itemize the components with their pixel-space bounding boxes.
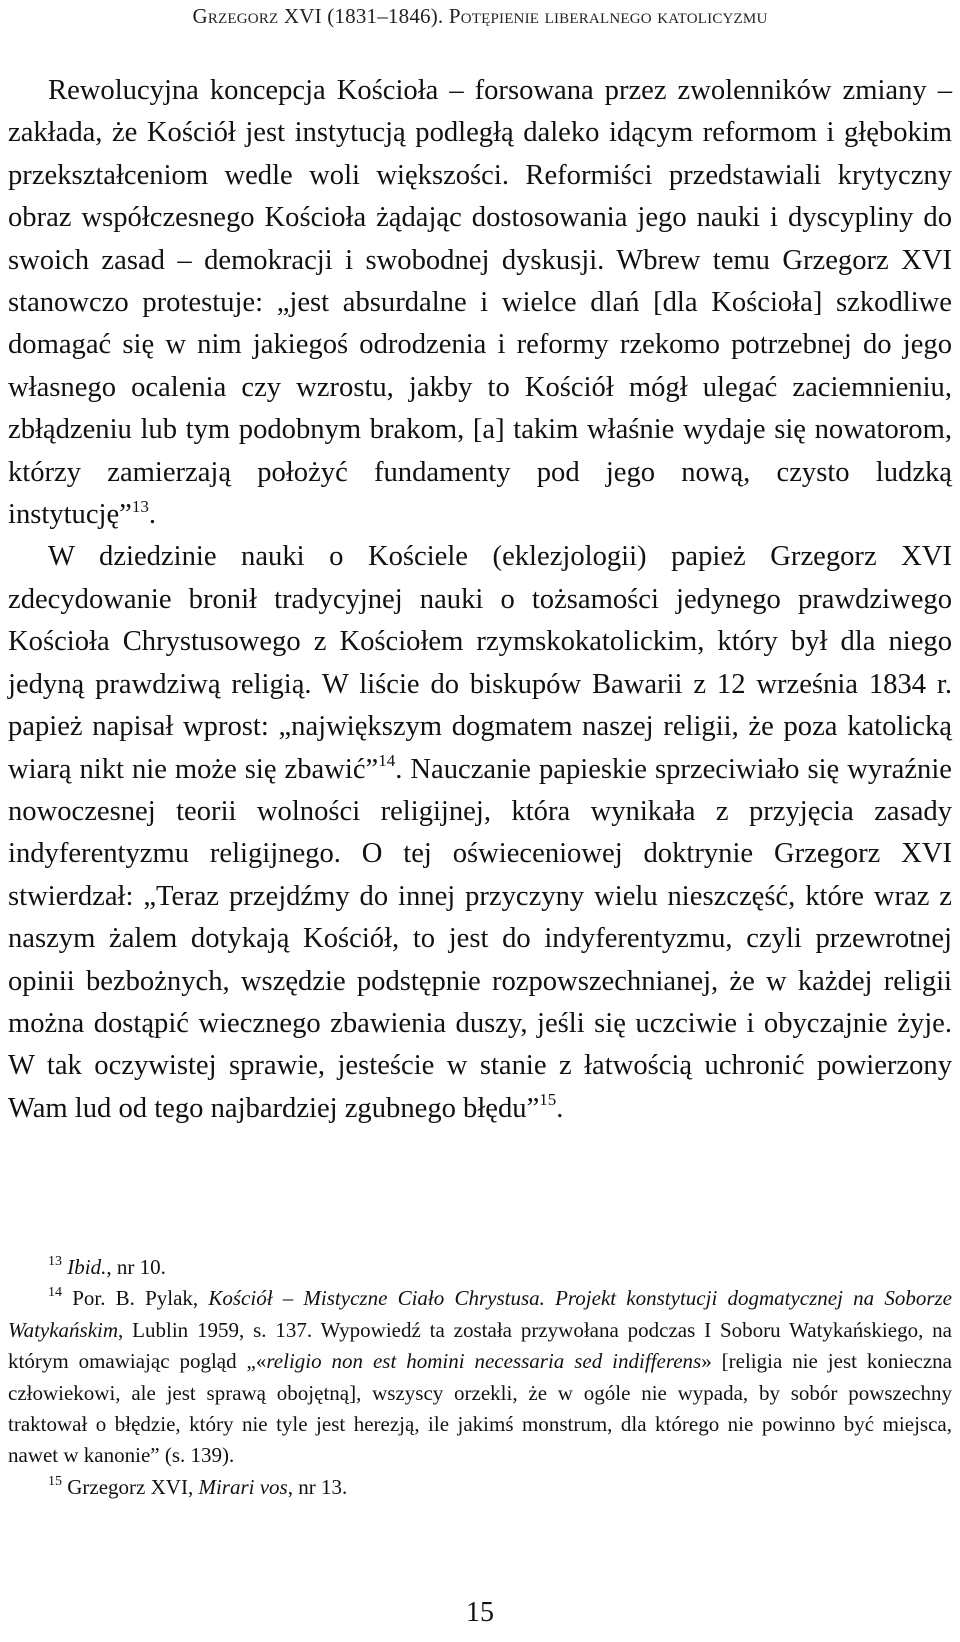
text-run: Rewolucyjna koncepcja Kościoła – forsowana przez zwolenników zmiany – zakłada, że Kościół jest instytucją podległą daleko idącym reformom i głębokim przekształceniom wedle woli większości. Reformiści przedstawiali krytyczny obraz współczesnego Kościoła żądając dostosowania jego nauki i dyscypliny do swoich zasad – demokracji i swobodnej dyskusji. Wbrew temu Grzegorz XVI stanowczo protestuje: „jest absurdalne i wielce dlań [dla Kościoła] szkodliwe domagać się w nim jakiegoś odrodzenia i reformy rzekomo potrzebnej do jego własnego ocalenia czy wzrostu, jakby to Kościół mógł ulegać zaciemnieniu, zbłądzeniu lub tym podobnym brakom, [a] takim właśnie wydaje się nowatorom, którzy zamierzają położyć fundamenty pod jego nową, czysto ludzką instytucję” xyxy=(8,75,952,531)
text-run: . xyxy=(148,499,157,531)
page-number: 15 xyxy=(466,1597,494,1628)
footnote-text: , nr 10. xyxy=(106,1255,166,1279)
footnote-italic: Ibid. xyxy=(67,1255,107,1279)
footnote-italic: Mirari vos xyxy=(198,1474,288,1499)
footnote-text: , Lublin 1959, s. 137. Wypowiedź ta została przywołana podczas I Soboru Watykańskiego, na którym omawiając pogląd „« xyxy=(8,1317,952,1374)
footnote-italic: Kościół – Mistyczne Ciało Chrystusa. Projekt konstytucji dogmatycznej na Soborze Watykańskim xyxy=(8,1286,952,1342)
footnote-ref-14[interactable]: 14 xyxy=(378,750,396,770)
body-text xyxy=(8,70,952,1130)
footnote-ref-13[interactable]: 13 xyxy=(131,496,149,516)
paragraph xyxy=(8,70,952,536)
running-head: Grzegorz XVI (1831–1846). Potępienie liberalnego katolicyzmu xyxy=(192,4,768,28)
footnote-text: » [religia nie jest konieczna człowiekowi, ale jest sprawą obojętną], wszyscy orzekli, że w ogóle nie wypada, by sobór powszechny traktował o błędzie, który nie tyle jest herezją, ile jakimś monstrum, dla którego nie powinno być miejsca, nawet w kanonie” (s. 139). xyxy=(8,1349,953,1468)
footnote-number: 15 xyxy=(48,1473,62,1489)
footnote-ref-15[interactable]: 15 xyxy=(539,1090,557,1110)
text-run: . Nauczanie papieskie sprzeciwiało się wyraźnie nowoczesnej teorii wolności religijnej, która wynikała z przyjęcia zasady indyferentyzmu religijnego. O tej oświeceniowej doktrynie Grzegorz XVI stwierdzał: „Teraz przejdźmy do innej przyczyny wielu nieszczęść, które wraz z naszym żalem dotykają Kościół, to jest do indyferentyzmu, czyli przewrotnej opinii bezbożnych, wszędzie podstępnie rozpowszechnianej, że w każdej religii można dostąpić wiecznego zbawienia duszy, jeśli się uczciwie i obyczajnie żyje. W tak oczywistej sprawie, jesteście w stanie z łatwością uchronić powierzony Wam lud od tego najbardziej zgubnego błędu” xyxy=(8,753,952,1124)
footnote-number: 14 xyxy=(48,1285,62,1301)
paragraph xyxy=(8,536,952,1130)
footnote-text: Grzegorz XVI, xyxy=(62,1474,199,1499)
footnote-15 xyxy=(8,1472,952,1503)
footnote-italic: religio non est homini necessaria sed indifferens xyxy=(266,1349,702,1374)
footnote-14 xyxy=(8,1283,952,1471)
footnote-13 xyxy=(8,1252,952,1283)
footnote-text: , nr 13. xyxy=(287,1474,348,1499)
text-run: . xyxy=(556,1092,564,1124)
text-run: W dziedzinie nauki o Kościele (eklezjologii) papież Grzegorz XVI zdecydowanie bronił tradycyjnej nauki o tożsamości jedynego prawdziwego Kościoła Chrystusowego z Kościołem rzymskokatolickim, który był dla niego jedyną prawdziwą religią. W liście do biskupów Bawarii z 12 września 1834 r. papież napisał wprost: „największym dogmatem naszej religii, że poza katolicką wiarą nikt nie może się zbawić” xyxy=(8,541,952,785)
footnotes xyxy=(8,1252,952,1503)
footnote-number: 13 xyxy=(48,1254,62,1269)
footnote-text: Por. B. Pylak, xyxy=(62,1286,209,1311)
